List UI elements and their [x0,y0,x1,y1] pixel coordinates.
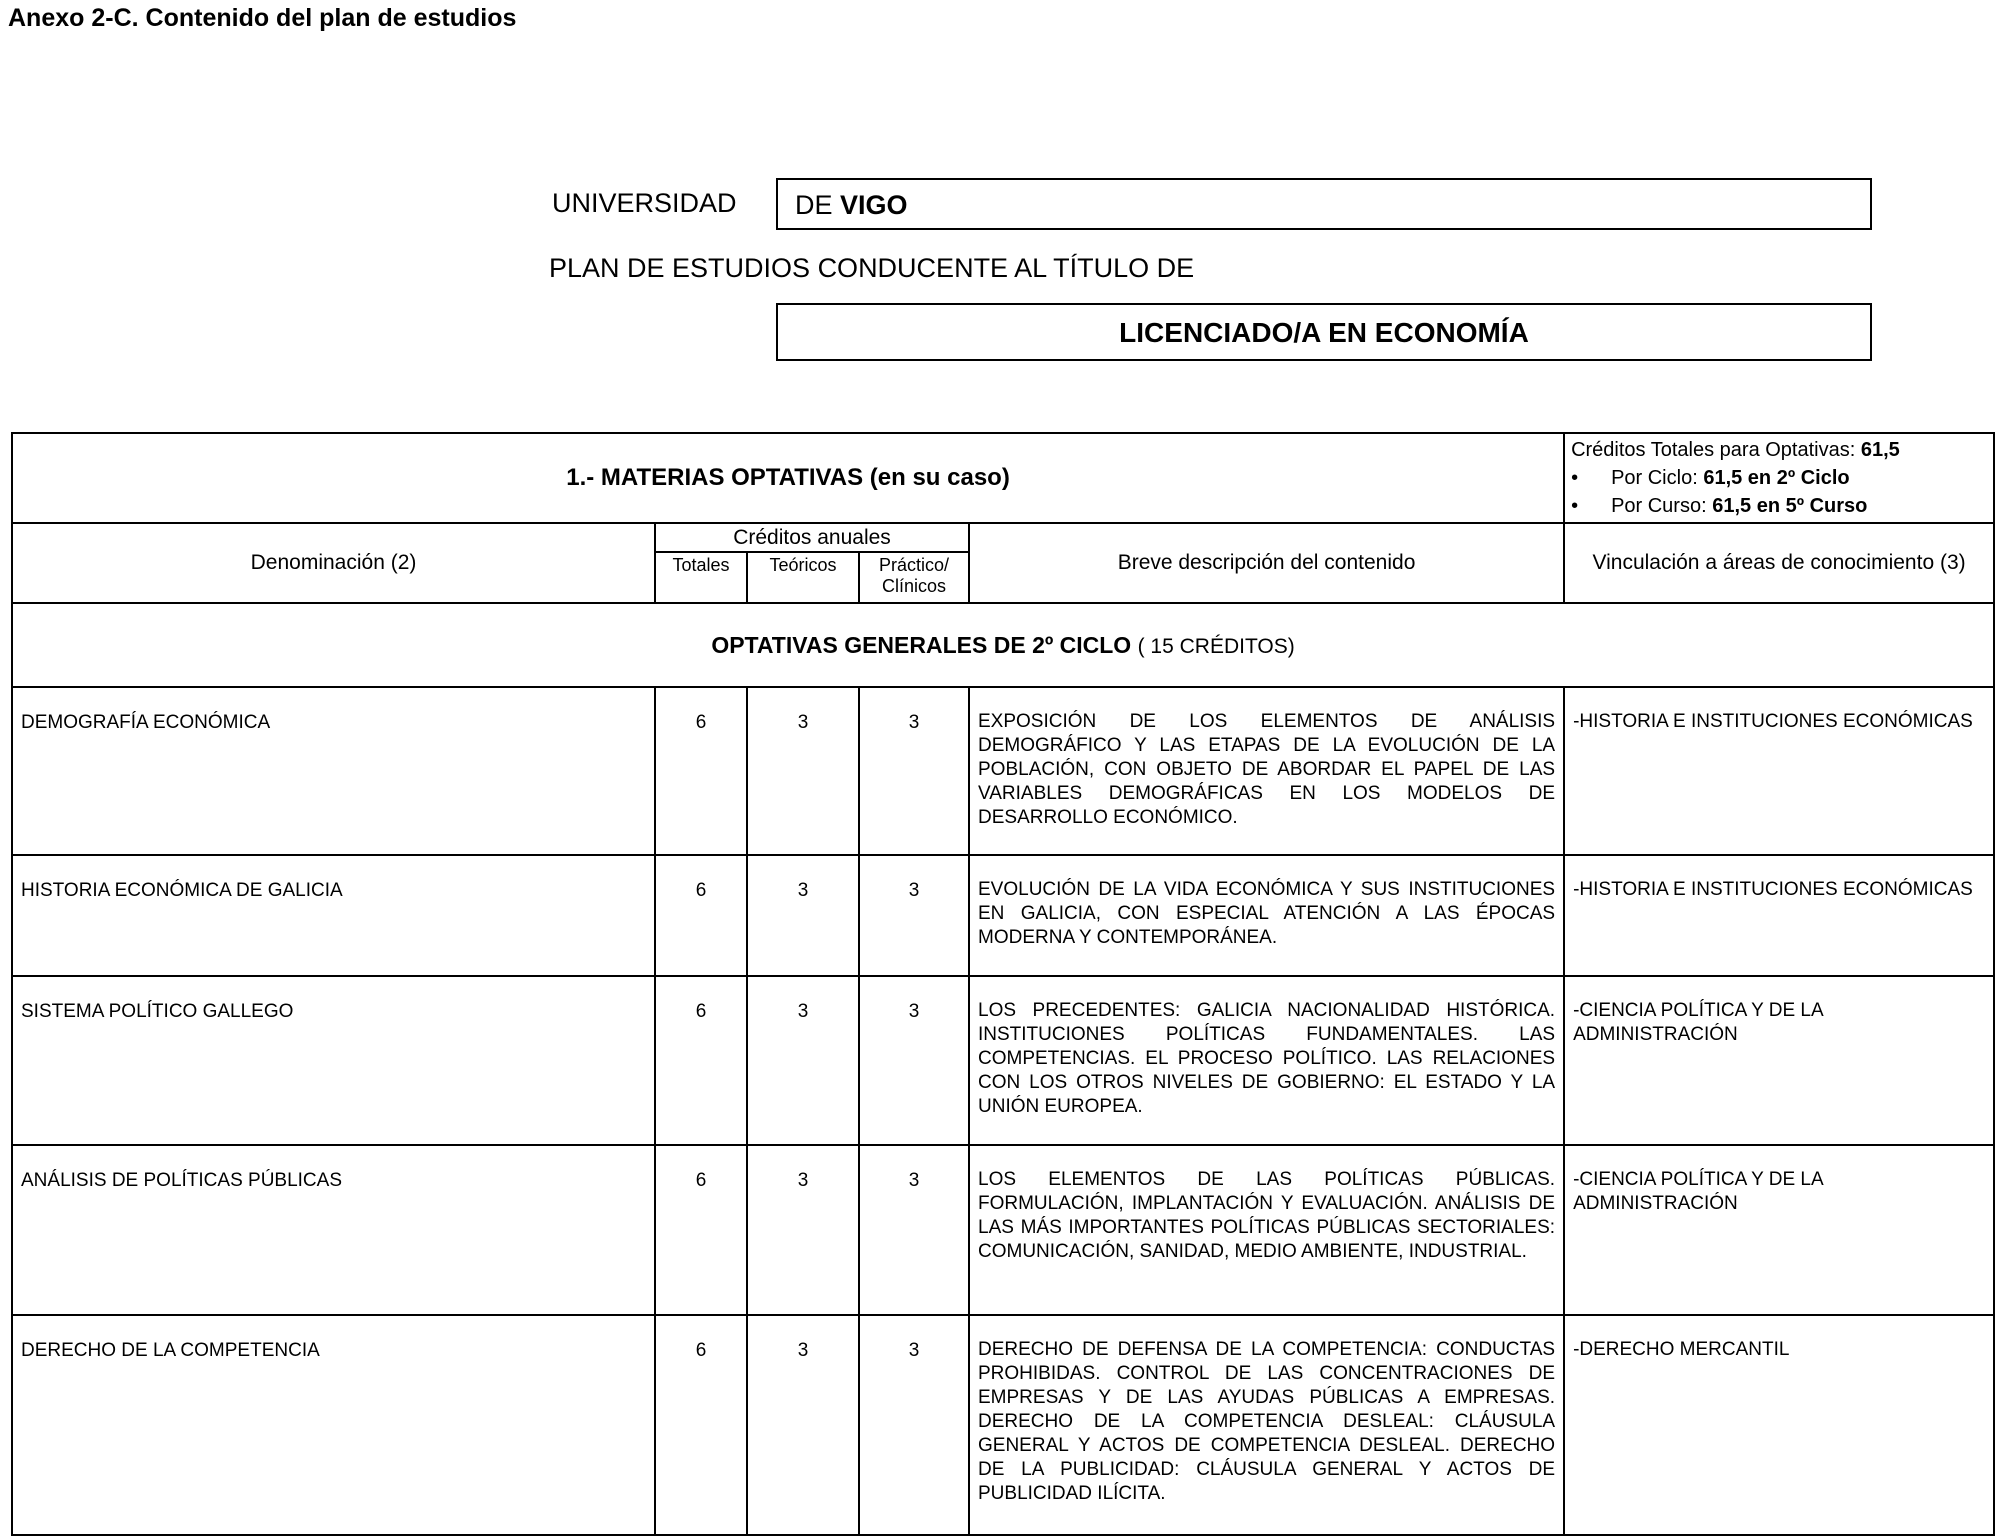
col-practice-header: Práctico/ Clínicos [878,555,950,596]
section-row [12,603,1994,687]
bullet-icon: • [1571,495,1579,517]
subject-name: HISTORIA ECONÓMICA DE GALICIA [12,855,655,976]
col-totals-header: Totales [656,553,748,602]
credits-summary [1564,433,1994,523]
per-cycle-label: Por Ciclo: [1611,467,1698,489]
credits-totals: 6 [655,976,747,1145]
table-title-row [12,433,1994,523]
credits-annual-label: Créditos anuales [656,524,968,553]
per-course-value: 61,5 en 5º Curso [1712,495,1868,517]
credits-theory: 3 [747,687,859,855]
university-prefix: DE [795,190,833,220]
table-row [12,855,1994,976]
university-box [776,178,1872,230]
subject-name: SISTEMA POLÍTICO GALLEGO [12,976,655,1145]
credits-total-value: 61,5 [1860,439,1900,461]
knowledge-area: -DERECHO MERCANTIL [1564,1315,1994,1535]
table-row [12,687,1994,855]
table-row [12,1315,1994,1535]
knowledge-area: -HISTORIA E INSTITUCIONES ECONÓMICAS [1564,855,1994,976]
subject-description: EXPOSICIÓN DE LOS ELEMENTOS DE ANÁLISIS DEMOGRÁFICO Y LAS ETAPAS DE LA EVOLUCIÓN DE LA POBLACIÓN, CON OBJETO DE ABORDAR EL PAPEL DE LAS VARIABLES DEMOGRÁFICAS EN LOS MODELOS DE DESARROLLO ECONÓMICO. [969,687,1564,855]
plan-label: PLAN DE ESTUDIOS CONDUCENTE AL TÍTULO DE [549,253,1195,283]
subject-name: DERECHO DE LA COMPETENCIA [12,1315,655,1535]
credits-totals: 6 [655,855,747,976]
credits-total-label: Créditos Totales para Optativas: [1571,439,1856,461]
credits-practice: 3 [859,687,969,855]
credits-theory: 3 [747,855,859,976]
knowledge-area: -HISTORIA E INSTITUCIONES ECONÓMICAS [1564,687,1994,855]
subject-name: ANÁLISIS DE POLÍTICAS PÚBLICAS [12,1145,655,1315]
col-theory-header: Teóricos [748,553,860,602]
table-row [12,976,1994,1145]
credits-totals: 6 [655,1315,747,1535]
subject-description: DERECHO DE DEFENSA DE LA COMPETENCIA: CONDUCTAS PROHIBIDAS. CONTROL DE LAS CONCENTRACIONES DE EMPRESAS Y DE LAS AYUDAS PÚBLICAS A EMPRESAS. DERECHO DE LA COMPETENCIA DESLEAL: CLÁUSULA GENERAL Y ACTOS DE COMPETENCIA DESLEAL. DERECHO DE LA PUBLICIDAD: CLÁUSULA GENERAL Y ACTOS DE PUBLICIDAD ILÍCITA. [969,1315,1564,1535]
section-title [12,603,1994,687]
column-header-row [12,523,1994,603]
knowledge-area: -CIENCIA POLÍTICA Y DE LA ADMINISTRACIÓN [1564,976,1994,1145]
credits-theory: 3 [747,1315,859,1535]
knowledge-area: -CIENCIA POLÍTICA Y DE LA ADMINISTRACIÓN [1564,1145,1994,1315]
section-name: OPTATIVAS GENERALES DE 2º CICLO [711,631,1132,658]
credits-totals: 6 [655,687,747,855]
credits-theory: 3 [747,1145,859,1315]
per-course-label: Por Curso: [1611,495,1707,517]
optional-subjects-table [11,432,1995,1536]
annex-title: Anexo 2-C. Contenido del plan de estudios [8,4,517,32]
col-name-header: Denominación (2) [12,523,655,603]
table-row [12,1145,1994,1315]
credits-practice: 3 [859,976,969,1145]
col-area-header: Vinculación a áreas de conocimiento (3) [1564,523,1994,603]
per-cycle-value: 61,5 en 2º Ciclo [1703,467,1850,489]
credits-per-course [1571,492,1987,520]
col-description-header: Breve descripción del contenido [969,523,1564,603]
credits-totals: 6 [655,1145,747,1315]
degree-title: LICENCIADO/A EN ECONOMÍA [776,303,1872,361]
col-credits-header [655,523,969,603]
section-credits: ( 15 CRÉDITOS) [1137,634,1295,658]
credits-theory: 3 [747,976,859,1145]
table-title: 1.- MATERIAS OPTATIVAS (en su caso) [12,433,1564,523]
credits-practice: 3 [859,855,969,976]
credits-per-cycle [1571,464,1987,492]
university-label: UNIVERSIDAD [552,188,737,218]
credits-practice: 3 [859,1145,969,1315]
credits-practice: 3 [859,1315,969,1535]
subject-description: LOS ELEMENTOS DE LAS POLÍTICAS PÚBLICAS. FORMULACIÓN, IMPLANTACIÓN Y EVALUACIÓN. ANÁLISIS DE LAS MÁS IMPORTANTES POLÍTICAS PÚBLICAS SECTORIALES: COMUNICACIÓN, SANIDAD, MEDIO AMBIENTE, INDUSTRIAL. [969,1145,1564,1315]
subject-description: LOS PRECEDENTES: GALICIA NACIONALIDAD HISTÓRICA. INSTITUCIONES POLÍTICAS FUNDAMENTALES. LAS COMPETENCIAS. EL PROCESO POLÍTICO. LAS RELACIONES CON LOS OTROS NIVELES DE GOBIERNO: EL ESTADO Y LA UNIÓN EUROPEA. [969,976,1564,1145]
subject-description: EVOLUCIÓN DE LA VIDA ECONÓMICA Y SUS INSTITUCIONES EN GALICIA, CON ESPECIAL ATENCIÓN A LAS ÉPOCAS MODERNA Y CONTEMPORÁNEA. [969,855,1564,976]
credits-total [1571,436,1987,464]
bullet-icon: • [1571,467,1579,489]
university-name: VIGO [840,190,908,220]
subject-name: DEMOGRAFÍA ECONÓMICA [12,687,655,855]
